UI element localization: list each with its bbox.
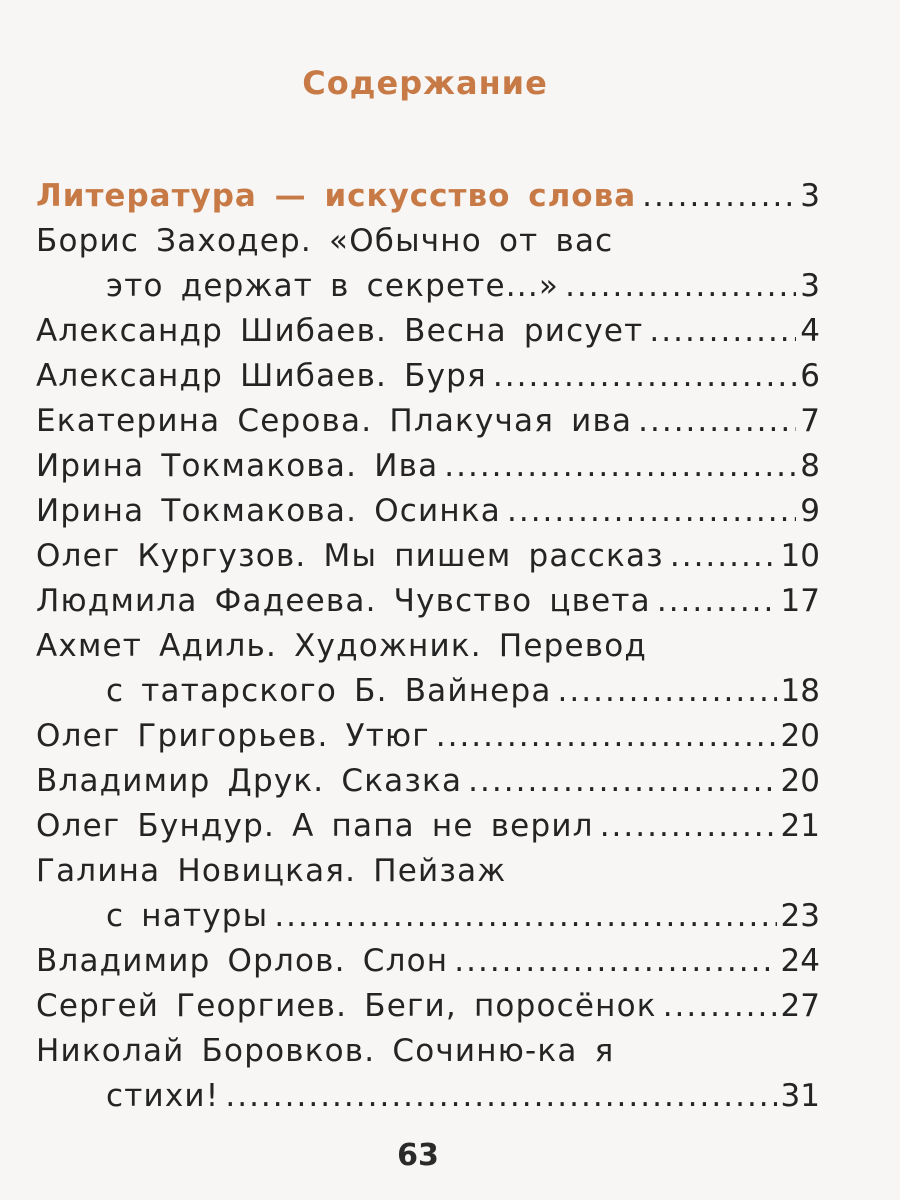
toc-page-number: 9 <box>800 493 820 529</box>
toc-row <box>36 984 820 1029</box>
toc-entry-title: стихи! <box>106 1078 220 1114</box>
dot-leader <box>274 894 776 939</box>
dot-leader <box>600 804 777 849</box>
toc-page-number: 7 <box>800 403 820 439</box>
toc-row <box>36 759 820 804</box>
toc-page-number: 18 <box>780 673 820 709</box>
toc-entry-title: Олег Кургузов. Мы пишем рассказ <box>36 538 664 574</box>
toc-entry-title: Людмила Фадеева. Чувство цвета <box>36 583 651 619</box>
toc-page-number: 3 <box>800 268 820 304</box>
dot-leader <box>507 489 796 534</box>
toc-entry-title: Литература — искусство слова <box>36 178 637 214</box>
toc-row <box>36 714 820 759</box>
toc-row <box>36 534 820 579</box>
toc-entry <box>36 534 820 579</box>
toc-entry <box>36 354 820 399</box>
toc-entry <box>36 219 820 309</box>
toc-entry <box>36 984 820 1029</box>
toc-page-number: 27 <box>780 988 820 1024</box>
toc-page-number: 17 <box>780 583 820 619</box>
toc-entry <box>36 804 820 849</box>
toc-page-number: 8 <box>800 448 820 484</box>
toc-entry-title: Сергей Георгиев. Беги, поросёнок <box>36 988 657 1024</box>
toc-entry-title: с натуры <box>106 898 269 934</box>
toc-row <box>36 264 820 309</box>
dot-leader <box>444 444 796 489</box>
toc-row <box>36 669 820 714</box>
toc-entry-title: Олег Григорьев. Утюг <box>36 718 430 754</box>
toc-page-number: 31 <box>780 1078 820 1114</box>
toc-entry <box>36 309 820 354</box>
dot-leader <box>638 399 796 444</box>
toc-entry <box>36 939 820 984</box>
toc-entry <box>36 579 820 624</box>
dot-leader <box>663 984 777 1029</box>
toc-entry-title: Николай Боровков. Сочиню-ка я <box>36 1033 615 1069</box>
table-of-contents <box>36 174 820 1119</box>
toc-entry-title: Ирина Токмакова. Ива <box>36 448 439 484</box>
toc-entry-title: Галина Новицкая. Пейзаж <box>36 853 507 889</box>
dot-leader <box>558 669 777 714</box>
toc-row <box>36 1074 820 1119</box>
toc-page-number: 4 <box>800 313 820 349</box>
toc-row <box>36 399 820 444</box>
contents-heading: Содержание <box>302 64 548 102</box>
dot-leader <box>493 354 796 399</box>
page-number: 63 <box>397 1138 439 1173</box>
toc-row <box>36 939 820 984</box>
toc-entry <box>36 399 820 444</box>
toc-entry <box>36 759 820 804</box>
toc-page-number: 20 <box>780 763 820 799</box>
toc-page-number: 21 <box>780 808 820 844</box>
dot-leader <box>642 174 796 219</box>
toc-row <box>36 804 820 849</box>
toc-entry-title: это держат в секрете...» <box>106 268 560 304</box>
toc-page-number: 3 <box>800 178 820 214</box>
dot-leader <box>649 309 796 354</box>
toc-entry-title: Борис Заходер. «Обычно от вас <box>36 223 614 259</box>
dot-leader <box>436 714 777 759</box>
toc-page-number: 23 <box>780 898 820 934</box>
toc-section-entry <box>36 174 820 219</box>
toc-entry-title: Ирина Токмакова. Осинка <box>36 493 501 529</box>
toc-entry-title: Александр Шибаев. Буря <box>36 358 487 394</box>
toc-entry-title: Екатерина Серова. Плакучая ива <box>36 403 633 439</box>
toc-page-number: 20 <box>780 718 820 754</box>
toc-row <box>36 894 820 939</box>
toc-entry <box>36 849 820 939</box>
toc-row <box>36 489 820 534</box>
toc-entry <box>36 444 820 489</box>
toc-row <box>36 174 820 219</box>
toc-entry <box>36 489 820 534</box>
toc-page-number: 6 <box>800 358 820 394</box>
toc-row <box>36 444 820 489</box>
dot-leader <box>468 759 776 804</box>
toc-row <box>36 354 820 399</box>
toc-page-number: 10 <box>780 538 820 574</box>
dot-leader <box>565 264 796 309</box>
toc-entry-title: Ахмет Адиль. Художник. Перевод <box>36 628 648 664</box>
toc-page-number: 24 <box>780 943 820 979</box>
toc-entry <box>36 1029 820 1119</box>
toc-entry-title: Владимир Друк. Сказка <box>36 763 463 799</box>
toc-entry-title: Владимир Орлов. Слон <box>36 943 449 979</box>
toc-row <box>36 579 820 624</box>
dot-leader <box>670 534 777 579</box>
toc-entry-title: с татарского Б. Вайнера <box>106 673 552 709</box>
dot-leader <box>225 1074 776 1119</box>
dot-leader <box>454 939 776 984</box>
toc-entry-title: Олег Бундур. А папа не верил <box>36 808 594 844</box>
toc-entry-title: Александр Шибаев. Весна рисует <box>36 313 644 349</box>
toc-entry <box>36 624 820 714</box>
toc-entry <box>36 714 820 759</box>
toc-row <box>36 309 820 354</box>
dot-leader <box>657 579 777 624</box>
